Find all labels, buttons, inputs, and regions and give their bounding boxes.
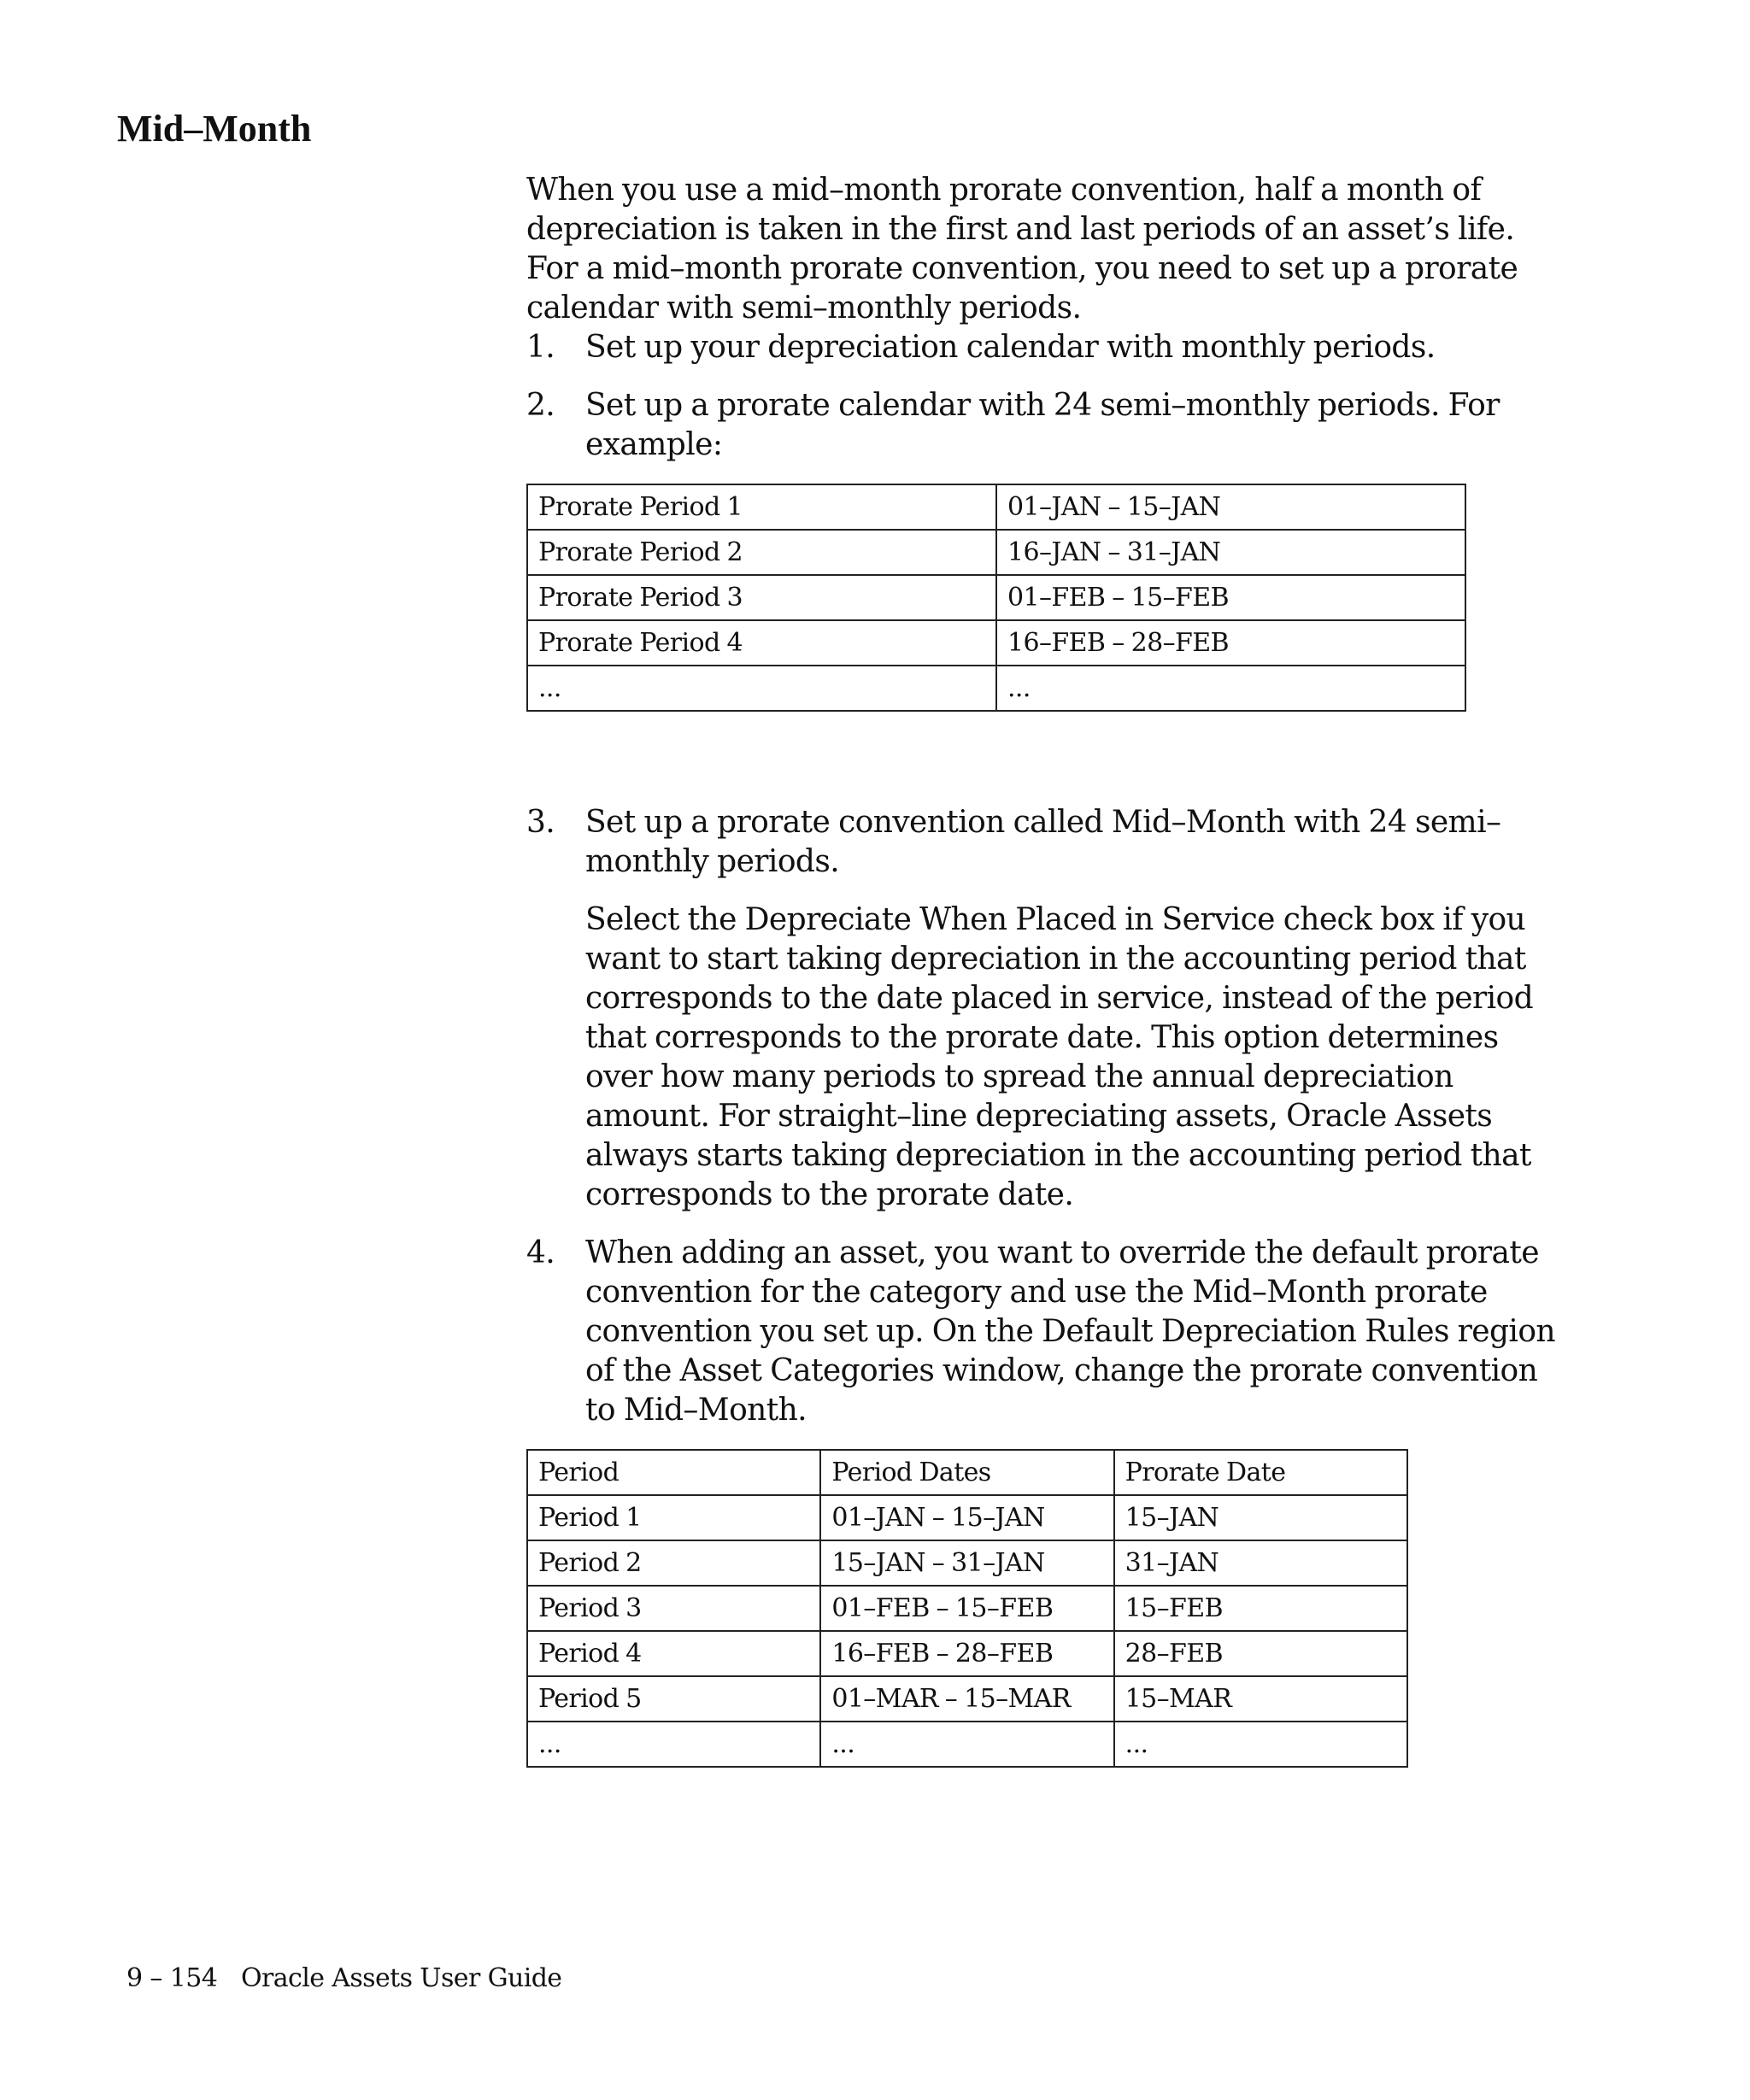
table-cell: Prorate Period 4 (527, 620, 996, 666)
table-cell: 01–FEB – 15–FEB (820, 1586, 1113, 1631)
table-cell: 01–MAR – 15–MAR (820, 1676, 1113, 1722)
page-footer (126, 1962, 561, 1996)
step-body (585, 1234, 1569, 1430)
table-row (527, 530, 1465, 575)
step-text: When adding an asset, you want to override the default prorate convention for the category and use the Mid–Month prorate convention you set up. On the Default Depreciation Rules region of the Asset Categories window, change the prorate convention to Mid–Month. (585, 1235, 1555, 1428)
table-cell: 15–JAN – 31–JAN (820, 1540, 1113, 1586)
table-cell: 16–FEB – 28–FEB (996, 620, 1465, 666)
step-text: Set up a prorate convention called Mid–Month with 24 semi–monthly periods. (585, 805, 1501, 879)
step-text: Set up your depreciation calendar with monthly periods. (585, 330, 1436, 365)
step-2 (526, 386, 1569, 465)
step-body (585, 386, 1569, 465)
step-number: 1. (526, 330, 555, 365)
page-number: 9 – 154 (126, 1963, 218, 1993)
table-cell: Period 1 (527, 1495, 820, 1540)
column-header-period-dates: Period Dates (820, 1450, 1113, 1495)
table-cell: 28–FEB (1114, 1631, 1407, 1676)
step-3 (526, 803, 1569, 1215)
step-number: 3. (526, 805, 555, 840)
table-cell: Period 5 (527, 1676, 820, 1722)
table-cell: Period 2 (527, 1540, 820, 1586)
table-cell: ... (527, 666, 996, 711)
table-row (527, 1495, 1407, 1540)
table-cell: 15–MAR (1114, 1676, 1407, 1722)
step-1 (526, 328, 1569, 367)
step-number: 4. (526, 1235, 555, 1270)
table-cell: ... (820, 1722, 1113, 1767)
table-row (527, 1540, 1407, 1586)
table-cell: Prorate Period 3 (527, 575, 996, 620)
step-body (585, 803, 1569, 1215)
table-cell: 16–FEB – 28–FEB (820, 1631, 1113, 1676)
step-text: Set up a prorate calendar with 24 semi–monthly periods. For example: (585, 388, 1500, 462)
intro-paragraph: When you use a mid–month prorate convention, half a month of depreciation is taken in the first and last periods of an asset’s life. For a mid–month prorate convention, you need to set up a prorate calendar with semi–monthly periods. (526, 173, 1518, 326)
period-dates-table (526, 1449, 1408, 1768)
table-row (527, 575, 1465, 620)
table-cell: Period 4 (527, 1631, 820, 1676)
table-cell: 15–JAN (1114, 1495, 1407, 1540)
step-4 (526, 1234, 1569, 1430)
table-cell: 01–JAN – 15–JAN (996, 484, 1465, 530)
table-cell: 01–FEB – 15–FEB (996, 575, 1465, 620)
table-row (527, 1586, 1407, 1631)
table-cell: ... (996, 666, 1465, 711)
table-cell: 15–FEB (1114, 1586, 1407, 1631)
table-cell: ... (1114, 1722, 1407, 1767)
table-header-row (527, 1450, 1407, 1495)
book-title: Oracle Assets User Guide (241, 1963, 562, 1993)
step-body (585, 328, 1569, 367)
table-row (527, 1676, 1407, 1722)
step-number: 2. (526, 388, 555, 423)
content-body (526, 171, 1569, 1768)
step-detail: Select the Depreciate When Placed in Service check box if you want to start taking depreciation in the accounting period that corresponds to the date placed in service, instead of the period that corresponds to the prorate date. This option determines over how many periods to spread the annual depreciation amount. For straight–line depreciating assets, Oracle Assets always starts taking depreciation in the accounting period that corresponds to the prorate date. (585, 902, 1534, 1212)
table-row (527, 1631, 1407, 1676)
section-heading: Mid–Month (117, 108, 312, 150)
table-cell: 31–JAN (1114, 1540, 1407, 1586)
table-cell: ... (527, 1722, 820, 1767)
table-cell: Prorate Period 1 (527, 484, 996, 530)
column-header-period: Period (527, 1450, 820, 1495)
table-cell: 16–JAN – 31–JAN (996, 530, 1465, 575)
table-cell: 01–JAN – 15–JAN (820, 1495, 1113, 1540)
table-row (527, 1722, 1407, 1767)
column-header-prorate-date: Prorate Date (1114, 1450, 1407, 1495)
table-row (527, 484, 1465, 530)
table-row (527, 666, 1465, 711)
table-row (527, 620, 1465, 666)
prorate-calendar-table (526, 484, 1466, 712)
table-cell: Period 3 (527, 1586, 820, 1631)
table-cell: Prorate Period 2 (527, 530, 996, 575)
